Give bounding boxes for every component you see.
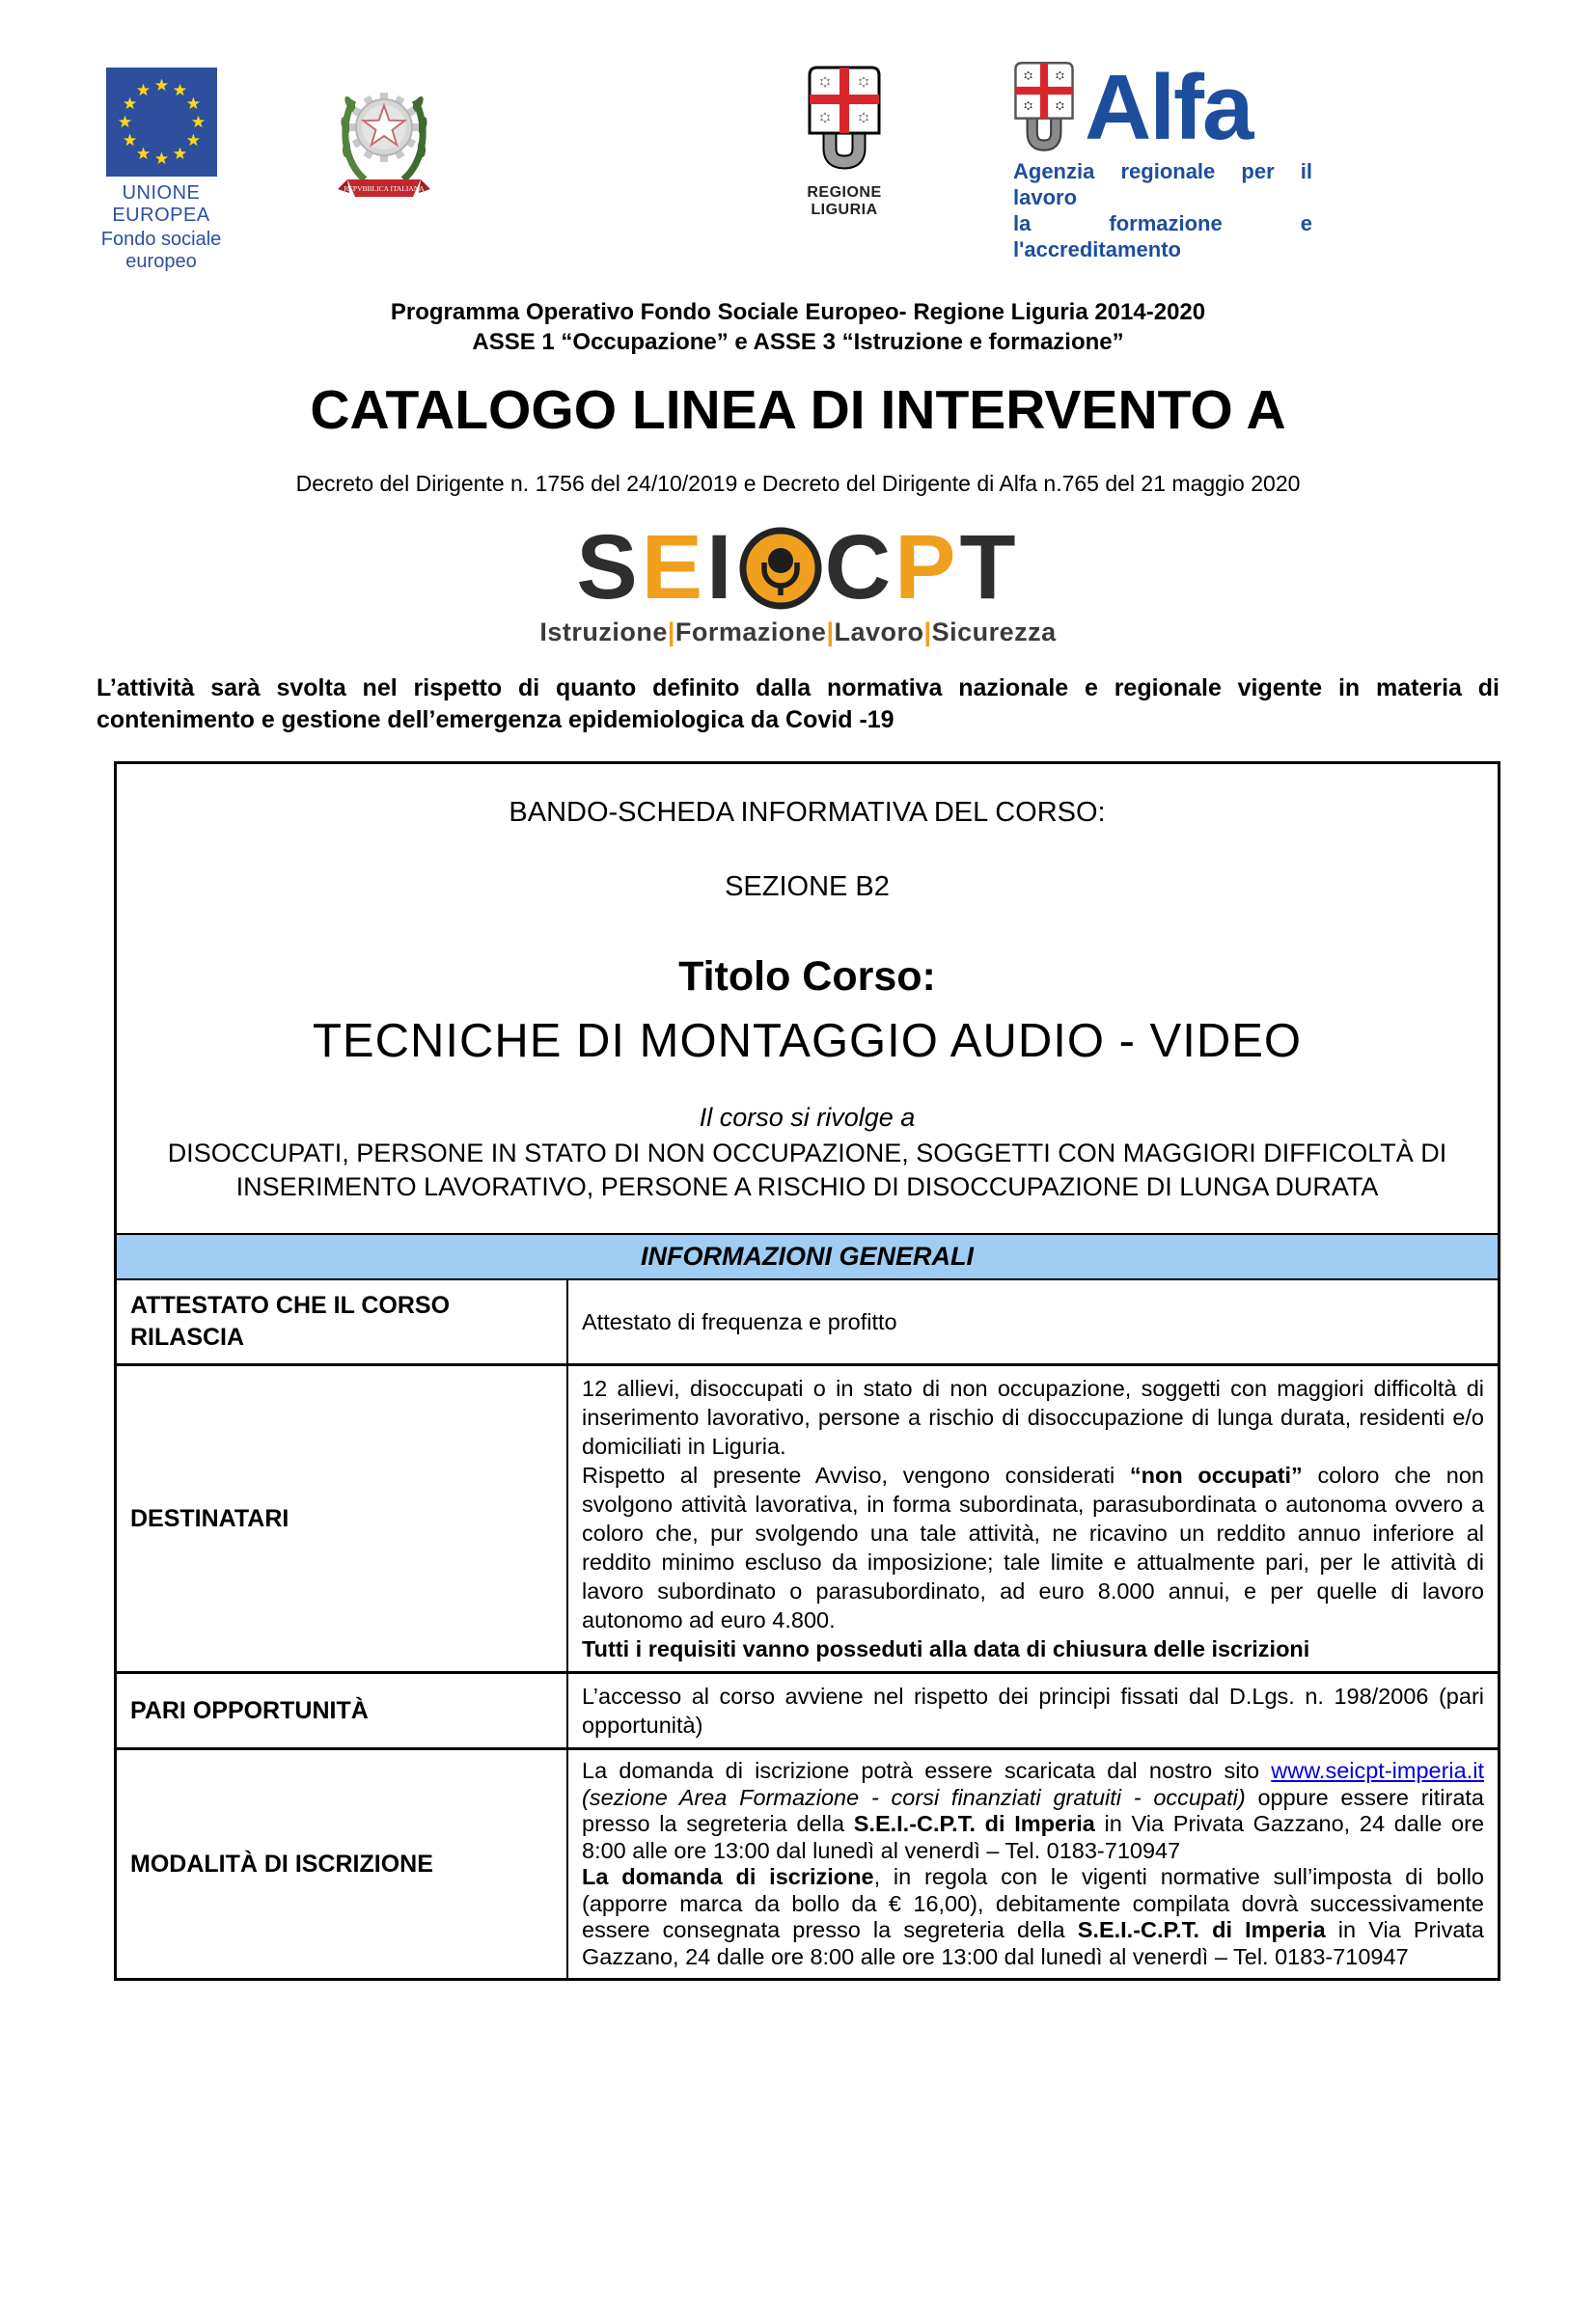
program-header xyxy=(96,297,1500,357)
table-row-modalita-iscrizione xyxy=(117,1747,1498,1978)
paragraph xyxy=(582,1758,1484,1864)
paragraph xyxy=(582,1682,1484,1740)
row-value-pari-opportunita xyxy=(568,1674,1498,1747)
seicpt-wordmark-right xyxy=(824,516,1020,618)
text-segment: “non occupati” xyxy=(1129,1463,1303,1488)
text-segment: Attestato di frequenza e profitto xyxy=(582,1309,897,1334)
liguria-shield-icon xyxy=(807,66,882,174)
course-title-label: Titolo Corso: xyxy=(678,953,936,1000)
text-segment: C xyxy=(824,516,895,618)
text-segment: , in regola con le vigenti normative sull’imposta di bollo (apporre marca da bollo da € 16,00), debitamente compilata dovrà successivamente essere consegnata presso la segreteria della xyxy=(582,1864,1485,1942)
text-segment: Istruzione xyxy=(539,617,668,646)
paragraph xyxy=(582,1307,1484,1336)
text-segment: La domanda di iscrizione potrà essere scaricata dal nostro sito xyxy=(582,1758,1272,1783)
paragraph xyxy=(582,1461,1484,1634)
row-label-pari-opportunita: PARI OPPORTUNITÀ xyxy=(117,1674,568,1747)
eu-fse-logo xyxy=(79,46,243,273)
alfa-tagline-1: Agenzia regionale per il lavoro xyxy=(1013,159,1312,209)
page-title: CATALOGO LINEA DI INTERVENTO A xyxy=(310,379,1286,441)
table-row-attestato xyxy=(117,1280,1498,1363)
row-value-destinatari xyxy=(568,1366,1498,1671)
text-segment: | xyxy=(923,617,932,646)
microphone-icon xyxy=(738,526,823,611)
text-segment: S.E.I.-C.P.T. di Imperia xyxy=(1077,1917,1326,1942)
aimed-intro: Il corso si rivolge a xyxy=(699,1103,916,1132)
text-segment: Area Formazione - corsi finanziati gratuiti - occupati) xyxy=(678,1784,1246,1810)
info-generali-header: INFORMAZIONI GENERALI xyxy=(117,1233,1498,1280)
italy-emblem-banner-text: REPVBBLICA ITALIANA xyxy=(344,184,425,193)
italy-emblem-icon xyxy=(336,66,432,225)
course-box-header xyxy=(117,764,1498,1233)
alfa-tagline-2: la formazione e l'accreditamento xyxy=(1013,211,1312,261)
table-row-destinatari xyxy=(117,1363,1498,1671)
text-segment: in Via Privata Gazzano, 24 dalle ore 8:00 alle ore 13:00 dal lunedì al venerdì – Tel. 0183-710947 xyxy=(582,1917,1485,1969)
text-segment: L’accesso al corso avviene nel rispetto dei principi fissati dal D.Lgs. n. 198/2006 (pari opportunità) xyxy=(582,1684,1484,1738)
alfa-logo xyxy=(1013,58,1332,262)
text-segment: coloro che non svolgono attività lavorativa, in forma subordinata, parasubordinata o autonoma ovvero a coloro che, pur svolgendo una tale attività, ne ricavino un reddito annuo inferiore al reddito minimo escluso da imposizione; tale limite e attualmente pari, per le attività di lavoro subordinato o parasubordinato, ad euro 8.000 annui, e per quelle di lavoro autonomo ad euro 4.800. xyxy=(582,1463,1484,1633)
text-segment: I xyxy=(706,516,736,618)
text-segment: oppure essere ritirata presso la segreteria della xyxy=(582,1784,1484,1836)
text-segment: S.E.I.-C.P.T. di Imperia xyxy=(853,1811,1095,1836)
text-segment: Lavoro xyxy=(834,617,924,646)
text-segment: Sicurezza xyxy=(931,617,1057,646)
paragraph xyxy=(582,1864,1484,1970)
course-info-box xyxy=(114,761,1500,1981)
text-segment: P xyxy=(894,516,960,618)
aimed-audience: DISOCCUPATI, PERSONE IN STATO DI NON OCCUPAZIONE, SOGGETTI CON MAGGIORI DIFFICOLTÀ DI INSERIMENTO LAVORATIVO, PERSONE A RISCHIO DI DISOCCUPAZIONE DI LUNGA DURATA xyxy=(167,1139,1447,1201)
text-segment: 12 allievi, disoccupati o in stato di non occupazione, soggetti con maggiori difficoltà di inserimento lavorativo, persone a rischio di disoccupazione di lunga durata, residenti e/o domiciliati in Liguria. xyxy=(582,1376,1484,1459)
row-label-attestato: ATTESTATO CHE IL CORSO RILASCIA xyxy=(117,1280,568,1363)
covid-notice: L’attività sarà svolta nel rispetto di quanto definito dalla normativa nazionale e regionale vigente in materia di contenimento e gestione dell’emergenza epidemiologica da Covid -19 xyxy=(96,674,1500,733)
document-page xyxy=(0,46,1596,1981)
seicpt-wordmark-left xyxy=(576,516,736,618)
paragraph xyxy=(582,1374,1484,1461)
liguria-logo xyxy=(772,66,917,219)
text-segment: | xyxy=(667,617,675,646)
eu-logo-caption-2: Fondo sociale europeo xyxy=(100,229,222,272)
text-segment: in Via Privata Gazzano, 24 dalle ore 8:00 alle ore 13:00 dal lunedì al venerdì – Tel. 0183-710947 xyxy=(582,1811,1485,1863)
italy-emblem xyxy=(336,66,432,230)
course-box-heading: BANDO-SCHEDA INFORMATIVA DEL CORSO: xyxy=(509,797,1106,828)
text-segment: (sezione xyxy=(582,1784,679,1810)
row-label-destinatari: DESTINATARI xyxy=(117,1366,568,1671)
text-segment: Rispetto al presente Avviso, vengono considerati xyxy=(582,1463,1130,1488)
course-box-section: SEZIONE B2 xyxy=(725,871,890,902)
table-row-pari-opportunita xyxy=(117,1671,1498,1747)
text-segment: Tutti i requisiti vanno posseduti alla data di chiusura delle iscrizioni xyxy=(582,1636,1310,1661)
row-label-modalita-iscrizione: MODALITÀ DI ISCRIZIONE xyxy=(117,1750,568,1978)
text-segment: | xyxy=(826,617,835,646)
course-title: TECNICHE DI MONTAGGIO AUDIO - VIDEO xyxy=(312,1015,1303,1067)
logo-row xyxy=(96,46,1500,272)
paragraph xyxy=(582,1634,1484,1663)
eu-flag-icon xyxy=(106,68,217,177)
decree-line: Decreto del Dirigente n. 1756 del 24/10/2019 e Decreto del Dirigente di Alfa n.765 del 21 maggio 2020 xyxy=(295,471,1301,496)
text-segment: S xyxy=(576,516,642,618)
text-segment: La domanda di iscrizione xyxy=(582,1864,874,1889)
text-segment: Formazione xyxy=(674,617,827,646)
seicpt-tagline xyxy=(539,617,1056,647)
website-link[interactable]: www.seicpt-imperia.it xyxy=(1271,1758,1484,1783)
alfa-shield-icon xyxy=(1013,58,1075,158)
alfa-wordmark: Alfa xyxy=(1085,56,1252,159)
text-segment: E xyxy=(641,516,707,618)
program-line-1: Programma Operativo Fondo Sociale Europeo- Regione Liguria 2014-2020 xyxy=(390,299,1206,325)
eu-logo-caption-1: UNIONE EUROPEA xyxy=(112,182,210,226)
row-value-attestato xyxy=(568,1280,1498,1363)
seicpt-logo xyxy=(539,516,1057,647)
program-line-2: ASSE 1 “Occupazione” e ASSE 3 “Istruzione e formazione” xyxy=(472,329,1124,355)
text-segment: T xyxy=(959,516,1020,618)
liguria-caption: REGIONE LIGURIA xyxy=(807,184,882,218)
row-value-modalita-iscrizione xyxy=(568,1750,1498,1978)
